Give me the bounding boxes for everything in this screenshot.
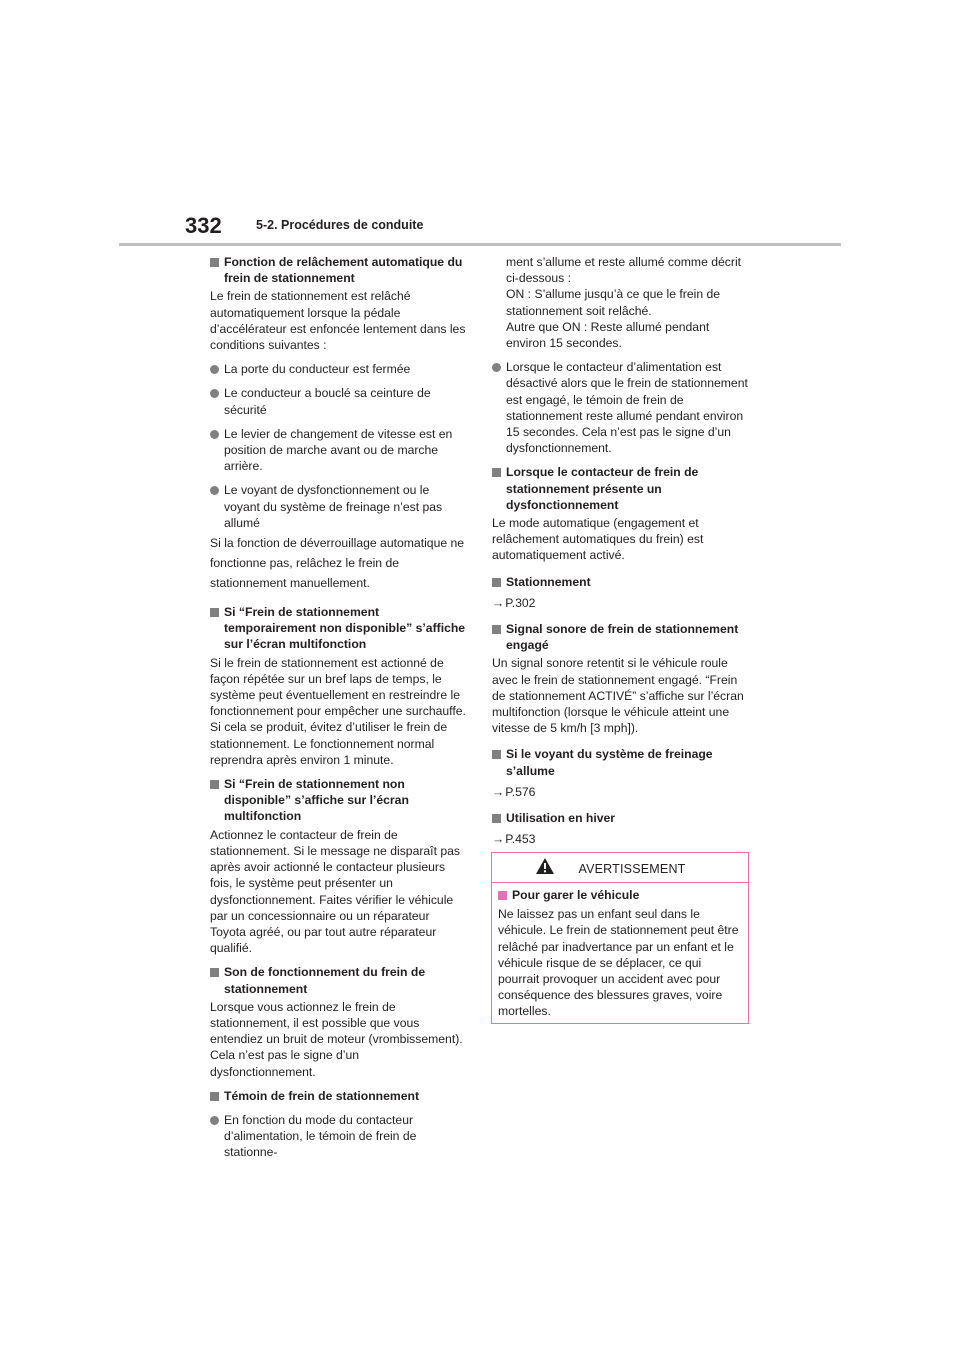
warning-header — [492, 853, 748, 883]
warning-box — [491, 852, 749, 1024]
section-heading — [492, 810, 748, 826]
heading-text: Signal sonore de frein de stationnement engagé — [506, 622, 739, 653]
round-bullet-icon — [210, 1116, 219, 1125]
heading-text: Si “Frein de stationnement non disponible” s’affiche sur l’écran multifonction — [224, 777, 409, 824]
paragraph: ment s’allume et reste allumé comme décrit ci-dessous : — [506, 255, 742, 286]
right-column — [492, 254, 748, 848]
section-heading — [210, 964, 466, 996]
round-bullet-icon — [210, 389, 219, 398]
warning-text: Ne laissez pas un enfant seul dans le véhicule. Le frein de stationnement peut être relâché par inadvertance par un enfant et le véhicule risque de se déplacer, ce qui pourrait provoquer un accident avec pour conséquence des blessures graves, voire mortelles. — [498, 907, 739, 1019]
square-bullet-icon — [492, 625, 501, 634]
round-bullet-icon — [210, 430, 219, 439]
list-item-text: La porte du conducteur est fermée — [224, 362, 411, 377]
list-item — [210, 361, 466, 377]
square-bullet-icon — [210, 608, 219, 617]
arrow-icon: → — [492, 784, 505, 799]
paragraph: ON : S’allume jusqu’à ce que le frein de stationnement soit relâché. — [506, 287, 721, 318]
list-item-text: En fonction du mode du contacteur d’alimentation, le témoin de frein de stationne- — [224, 1112, 417, 1160]
page-reference[interactable] — [492, 831, 748, 847]
reference-text: P.302 — [505, 595, 536, 610]
arrow-icon: → — [492, 595, 505, 610]
paragraph: Le mode automatique (engagement et relâchement automatiques du frein) est automatiquement activé. — [492, 516, 704, 563]
warning-title: AVERTISSEMENT — [578, 862, 686, 876]
reference-text: P.576 — [505, 784, 536, 799]
list-item-text: Le conducteur a bouclé sa ceinture de sécurité — [224, 386, 431, 417]
square-bullet-icon — [492, 468, 501, 477]
heading-text: Fonction de relâchement automatique du frein de stationnement — [224, 255, 463, 286]
section-heading — [210, 254, 466, 286]
square-bullet-icon — [210, 258, 219, 267]
heading-text: Pour garer le véhicule — [512, 888, 640, 902]
list-item-text: Le levier de changement de vitesse est en position de marche avant ou de marche arrière. — [224, 426, 453, 474]
page-reference[interactable] — [492, 784, 748, 800]
round-bullet-icon — [210, 365, 219, 374]
paragraph: Autre que ON : Reste allumé pendant environ 15 secondes. — [506, 319, 710, 351]
paragraph: Si la fonction de déverrouillage automatique ne fonctionne pas, relâchez le frein de stationnement manuellement. — [210, 536, 465, 591]
section-heading — [492, 574, 748, 590]
reference-text: P.453 — [505, 832, 536, 847]
section-heading — [492, 464, 748, 513]
heading-text: Son de fonctionnement du frein de stationnement — [224, 965, 426, 996]
square-bullet-icon — [210, 780, 219, 789]
square-bullet-icon — [498, 891, 507, 900]
section-heading — [210, 776, 466, 825]
section-heading — [492, 621, 748, 653]
square-bullet-icon — [492, 750, 501, 759]
square-bullet-icon — [492, 814, 501, 823]
arrow-icon: → — [492, 832, 505, 847]
paragraph: Actionnez le contacteur de frein de stationnement. Si le message ne disparaît pas après avoir actionné le contacteur plusieurs fois, le système peut présenter un dysfonctionnement. Faites vérifier le véhicule par un concessionnaire ou un réparateur Toyota agréé, ou par tout autre réparateur qualifié. — [210, 827, 460, 956]
list-item — [492, 359, 748, 456]
paragraph: Un signal sonore retentit si le véhicule roule avec le frein de stationnement engagé. “Frein de stationnement ACTIVÉ” s’affiche sur l’écran multifonction (lorsque le véhicule atteint une vitesse de 5 km/h [3 mph]). — [492, 656, 744, 736]
round-bullet-icon — [210, 486, 219, 495]
warning-heading — [498, 887, 744, 903]
paragraph: Le frein de stationnement est relâché automatiquement lorsque la pédale d’accélérateur est enfoncée lentement dans les conditions suivantes : — [210, 289, 466, 353]
continued-list-item — [492, 254, 748, 351]
square-bullet-icon — [492, 578, 501, 587]
left-column — [210, 254, 466, 1161]
heading-text: Si “Frein de stationnement temporairement non disponible” s’affiche sur l’écran multifonction — [224, 605, 466, 652]
heading-text: Utilisation en hiver — [506, 811, 616, 826]
square-bullet-icon — [210, 968, 219, 977]
paragraph: Si le frein de stationnement est actionné de façon répétée sur un bref laps de temps, le système peut éventuellement en restreindre le fonctionnement pour empêcher une surchauffe. Si cela se produit, évitez d’utiliser le frein de stationnement. Le fonctionnement normal reprendra après environ 1 minute. — [210, 655, 466, 767]
section-heading — [210, 604, 466, 653]
header-rule — [119, 243, 841, 246]
page-reference[interactable] — [492, 595, 748, 611]
warning-body — [492, 883, 748, 1020]
heading-text: Témoin de frein de stationnement — [224, 1088, 420, 1103]
square-bullet-icon — [210, 1092, 219, 1101]
section-heading — [492, 746, 748, 778]
round-bullet-icon — [492, 363, 501, 372]
list-item-text: Lorsque le contacteur d’alimentation est désactivé alors que le frein de stationnement est engagé, le témoin de frein de stationnement reste allumé pendant environ 15 secondes. Cela n’est pas le signe d’un dysfonctionnement. — [506, 360, 748, 456]
section-heading — [210, 1088, 466, 1104]
list-item-text: Le voyant de dysfonctionnement ou le voyant du système de freinage n’est pas allumé — [224, 483, 443, 530]
list-item — [210, 1112, 466, 1161]
section-title: 5-2. Procédures de conduite — [256, 218, 424, 232]
list-item — [210, 385, 466, 417]
page-number: 332 — [185, 213, 222, 238]
heading-text: Lorsque le contacteur de frein de stationnement présente un dysfonctionnement — [506, 465, 699, 512]
list-item — [210, 426, 466, 475]
heading-text: Si le voyant du système de freinage s’allume — [506, 747, 713, 778]
heading-text: Stationnement — [506, 574, 591, 589]
list-item — [210, 482, 466, 531]
paragraph: Lorsque vous actionnez le frein de stationnement, il est possible que vous entendiez un bruit de moteur (vrombissement). Cela n’est pas le signe d’un dysfonctionnement. — [210, 999, 463, 1079]
